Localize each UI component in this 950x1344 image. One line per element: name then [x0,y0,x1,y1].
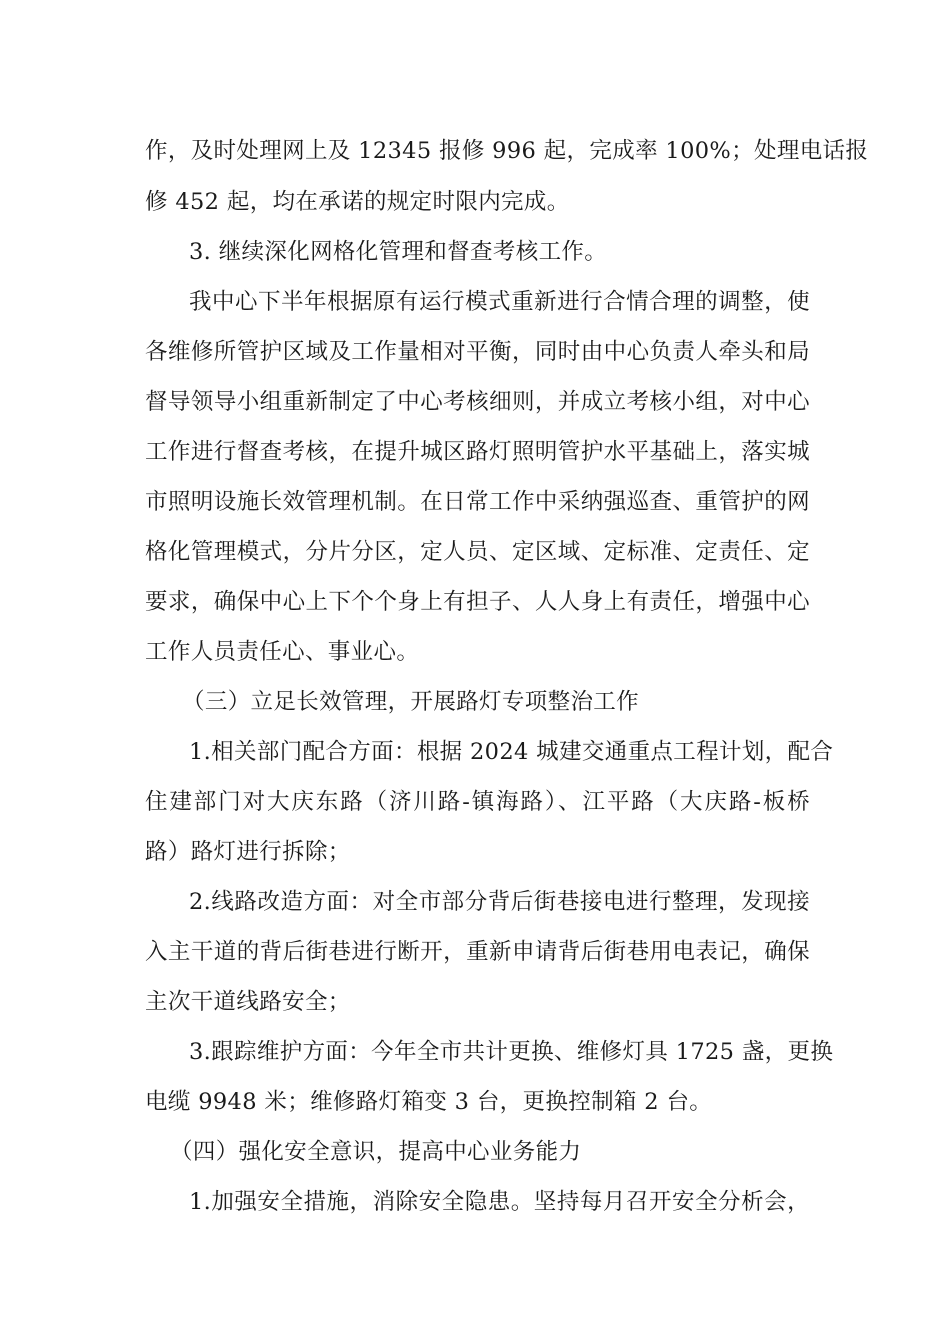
numbered-heading: 3. 继续深化网格化管理和督查考核工作。 [189,239,608,265]
paragraph-first-line: 1.加强安全措施，消除安全隐患。坚持每月召开安全分析会， [189,1189,810,1215]
text-line: 工作进行督查考核，在提升城区路灯照明管护水平基础上，落实城 [145,439,810,465]
text-line: 作，及时处理网上及 12345 报修 996 起，完成率 100%；处理电话报 [145,138,869,164]
text-line: 各维修所管护区域及工作量相对平衡，同时由中心负责人牵头和局 [145,339,810,365]
section-heading: （四）强化安全意识，提高中心业务能力 [170,1139,582,1165]
text-line: 入主干道的背后街巷进行断开，重新申请背后街巷用电表记，确保 [145,939,810,965]
paragraph-first-line: 3.跟踪维护方面：今年全市共计更换、维修灯具 1725 盏，更换 [189,1039,834,1065]
paragraph-first-line: 我中心下半年根据原有运行模式重新进行合情合理的调整，使 [189,289,810,315]
text-line: 市照明设施长效管理机制。在日常工作中采纳强巡查、重管护的网 [145,489,810,515]
paragraph-first-line: 1.相关部门配合方面：根据 2024 城建交通重点工程计划，配合 [189,739,834,765]
text-line: 工作人员责任心、事业心。 [145,639,420,665]
text-line: 格化管理模式，分片分区，定人员、定区域、定标准、定责任、定 [145,539,810,565]
text-line: 督导领导小组重新制定了中心考核细则，并成立考核小组，对中心 [145,389,810,415]
section-heading: （三）立足长效管理，开展路灯专项整治工作 [182,689,640,715]
text-line: 电缆 9948 米；维修路灯箱变 3 台，更换控制箱 2 台。 [145,1089,713,1115]
text-line: 住建部门对大庆东路（济川路-镇海路）、江平路（大庆路-板桥 [145,789,810,815]
text-line: 修 452 起，均在承诺的规定时限内完成。 [145,189,570,215]
text-line: 要求，确保中心上下个个身上有担子、人人身上有责任，增强中心 [145,589,810,615]
paragraph-first-line: 2.线路改造方面：对全市部分背后街巷接电进行整理，发现接 [189,889,810,915]
text-line: 路）路灯进行拆除； [145,839,351,865]
text-line: 主次干道线路安全； [145,989,351,1015]
